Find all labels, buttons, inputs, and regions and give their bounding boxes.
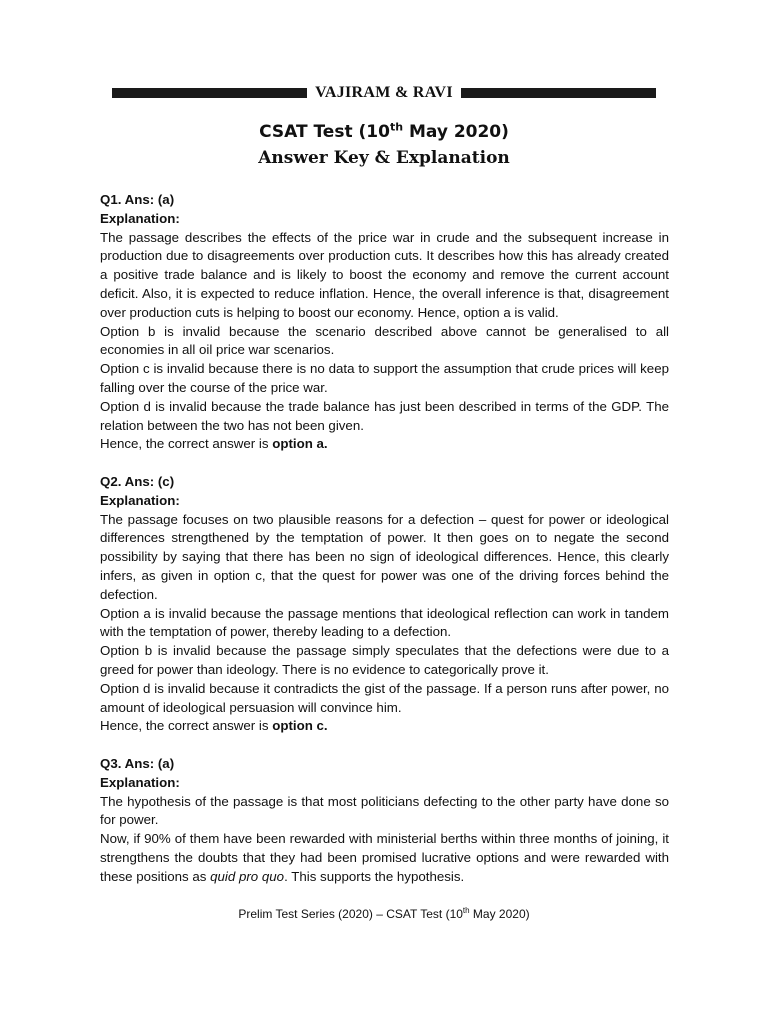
paragraph-italic: quid pro quo xyxy=(210,868,285,884)
paragraph: Option b is invalid because the scenario described above cannot be generalised to all economies in all oil price war scenarios. xyxy=(100,323,669,358)
footer-sup: th xyxy=(462,906,470,915)
final-answer xyxy=(100,435,669,454)
paragraph: Option c is invalid because there is no data to support the assumption that crude prices will keep falling over the course of the price war. xyxy=(100,361,669,395)
explanation-label: Explanation: xyxy=(100,210,180,226)
final-answer-option: option a. xyxy=(272,436,328,452)
paragraph: Option b is invalid because the passage simply speculates that the defections were due to a greed for power than ideology. There is no evidence to categorically prove it. xyxy=(100,643,669,677)
paragraph: Option d is invalid because it contradicts the gist of the passage. If a person runs after power, no amount of ideological persuasion will convince him. xyxy=(100,680,669,715)
header-left-bar xyxy=(112,88,307,98)
final-answer-option: option c. xyxy=(272,718,328,734)
explanation-label: Explanation: xyxy=(100,492,180,508)
title-text-end: May 2020) xyxy=(403,122,509,142)
header-banner xyxy=(112,84,656,102)
explanation-label: Explanation: xyxy=(100,774,180,790)
footer-text: Prelim Test Series (2020) – CSAT Test (10 xyxy=(238,907,463,921)
final-answer-text: Hence, the correct answer is xyxy=(100,718,273,734)
paragraph: The passage focuses on two plausible reasons for a defection – quest for power or ideological differences strengthened by the temptation of power. It then goes on to negate the second possibility by saying that there has been no sign of ideological differences. Hence, this clearly infers, as given in option c, that the quest for power was one of the driving forces behind the defection. xyxy=(100,511,669,602)
answer-label: Q3. Ans: (a) xyxy=(100,755,175,771)
answer-label: Q2. Ans: (c) xyxy=(100,473,175,489)
title-sup: th xyxy=(389,120,404,134)
final-answer xyxy=(100,717,669,736)
paragraph-text: Now, if 90% of them have been rewarded with ministerial berths within three months of joining, it strengthens the doubts that they had been promised lucrative options and were rewarded with these positions as xyxy=(100,831,669,884)
paragraph: The hypothesis of the passage is that most politicians defecting to the other party have done so for power. xyxy=(100,793,669,828)
footer-text-end: May 2020) xyxy=(469,907,530,921)
page-footer xyxy=(0,906,768,922)
paragraph: The passage describes the effects of the price war in crude and the subsequent increase in production due to disagreements over production cuts. It describes how this has already created a positive trade balance and is likely to boost the economy and remove the current account deficit. Also, it is expected to reduce inflation. Hence, the overall inference is that, disagreement over production cuts is helping to boost our economy. Hence, option a is valid. xyxy=(100,229,669,320)
question-1 xyxy=(100,191,669,454)
header-right-bar xyxy=(461,88,656,98)
page-subtitle: Answer Key & Explanation xyxy=(258,148,510,168)
paragraph: Option a is invalid because the passage mentions that ideological reflection can work in tandem with the temptation of power, thereby leading to a defection. xyxy=(100,605,669,640)
question-2 xyxy=(100,473,669,736)
final-answer-text: Hence, the correct answer is xyxy=(100,436,273,452)
answer-content xyxy=(100,191,669,905)
paragraph xyxy=(100,830,669,886)
answer-label: Q1. Ans: (a) xyxy=(100,192,175,207)
brand-name: VAJIRAM & RAVI xyxy=(315,84,453,101)
title-text: CSAT Test (10 xyxy=(259,122,390,142)
paragraph: Option d is invalid because the trade balance has just been described in terms of the GDP. The relation between the two has not been given. xyxy=(100,398,669,433)
paragraph-text-end: . This supports the hypothesis. xyxy=(284,868,465,884)
page-title xyxy=(0,121,768,143)
question-3 xyxy=(100,755,669,887)
